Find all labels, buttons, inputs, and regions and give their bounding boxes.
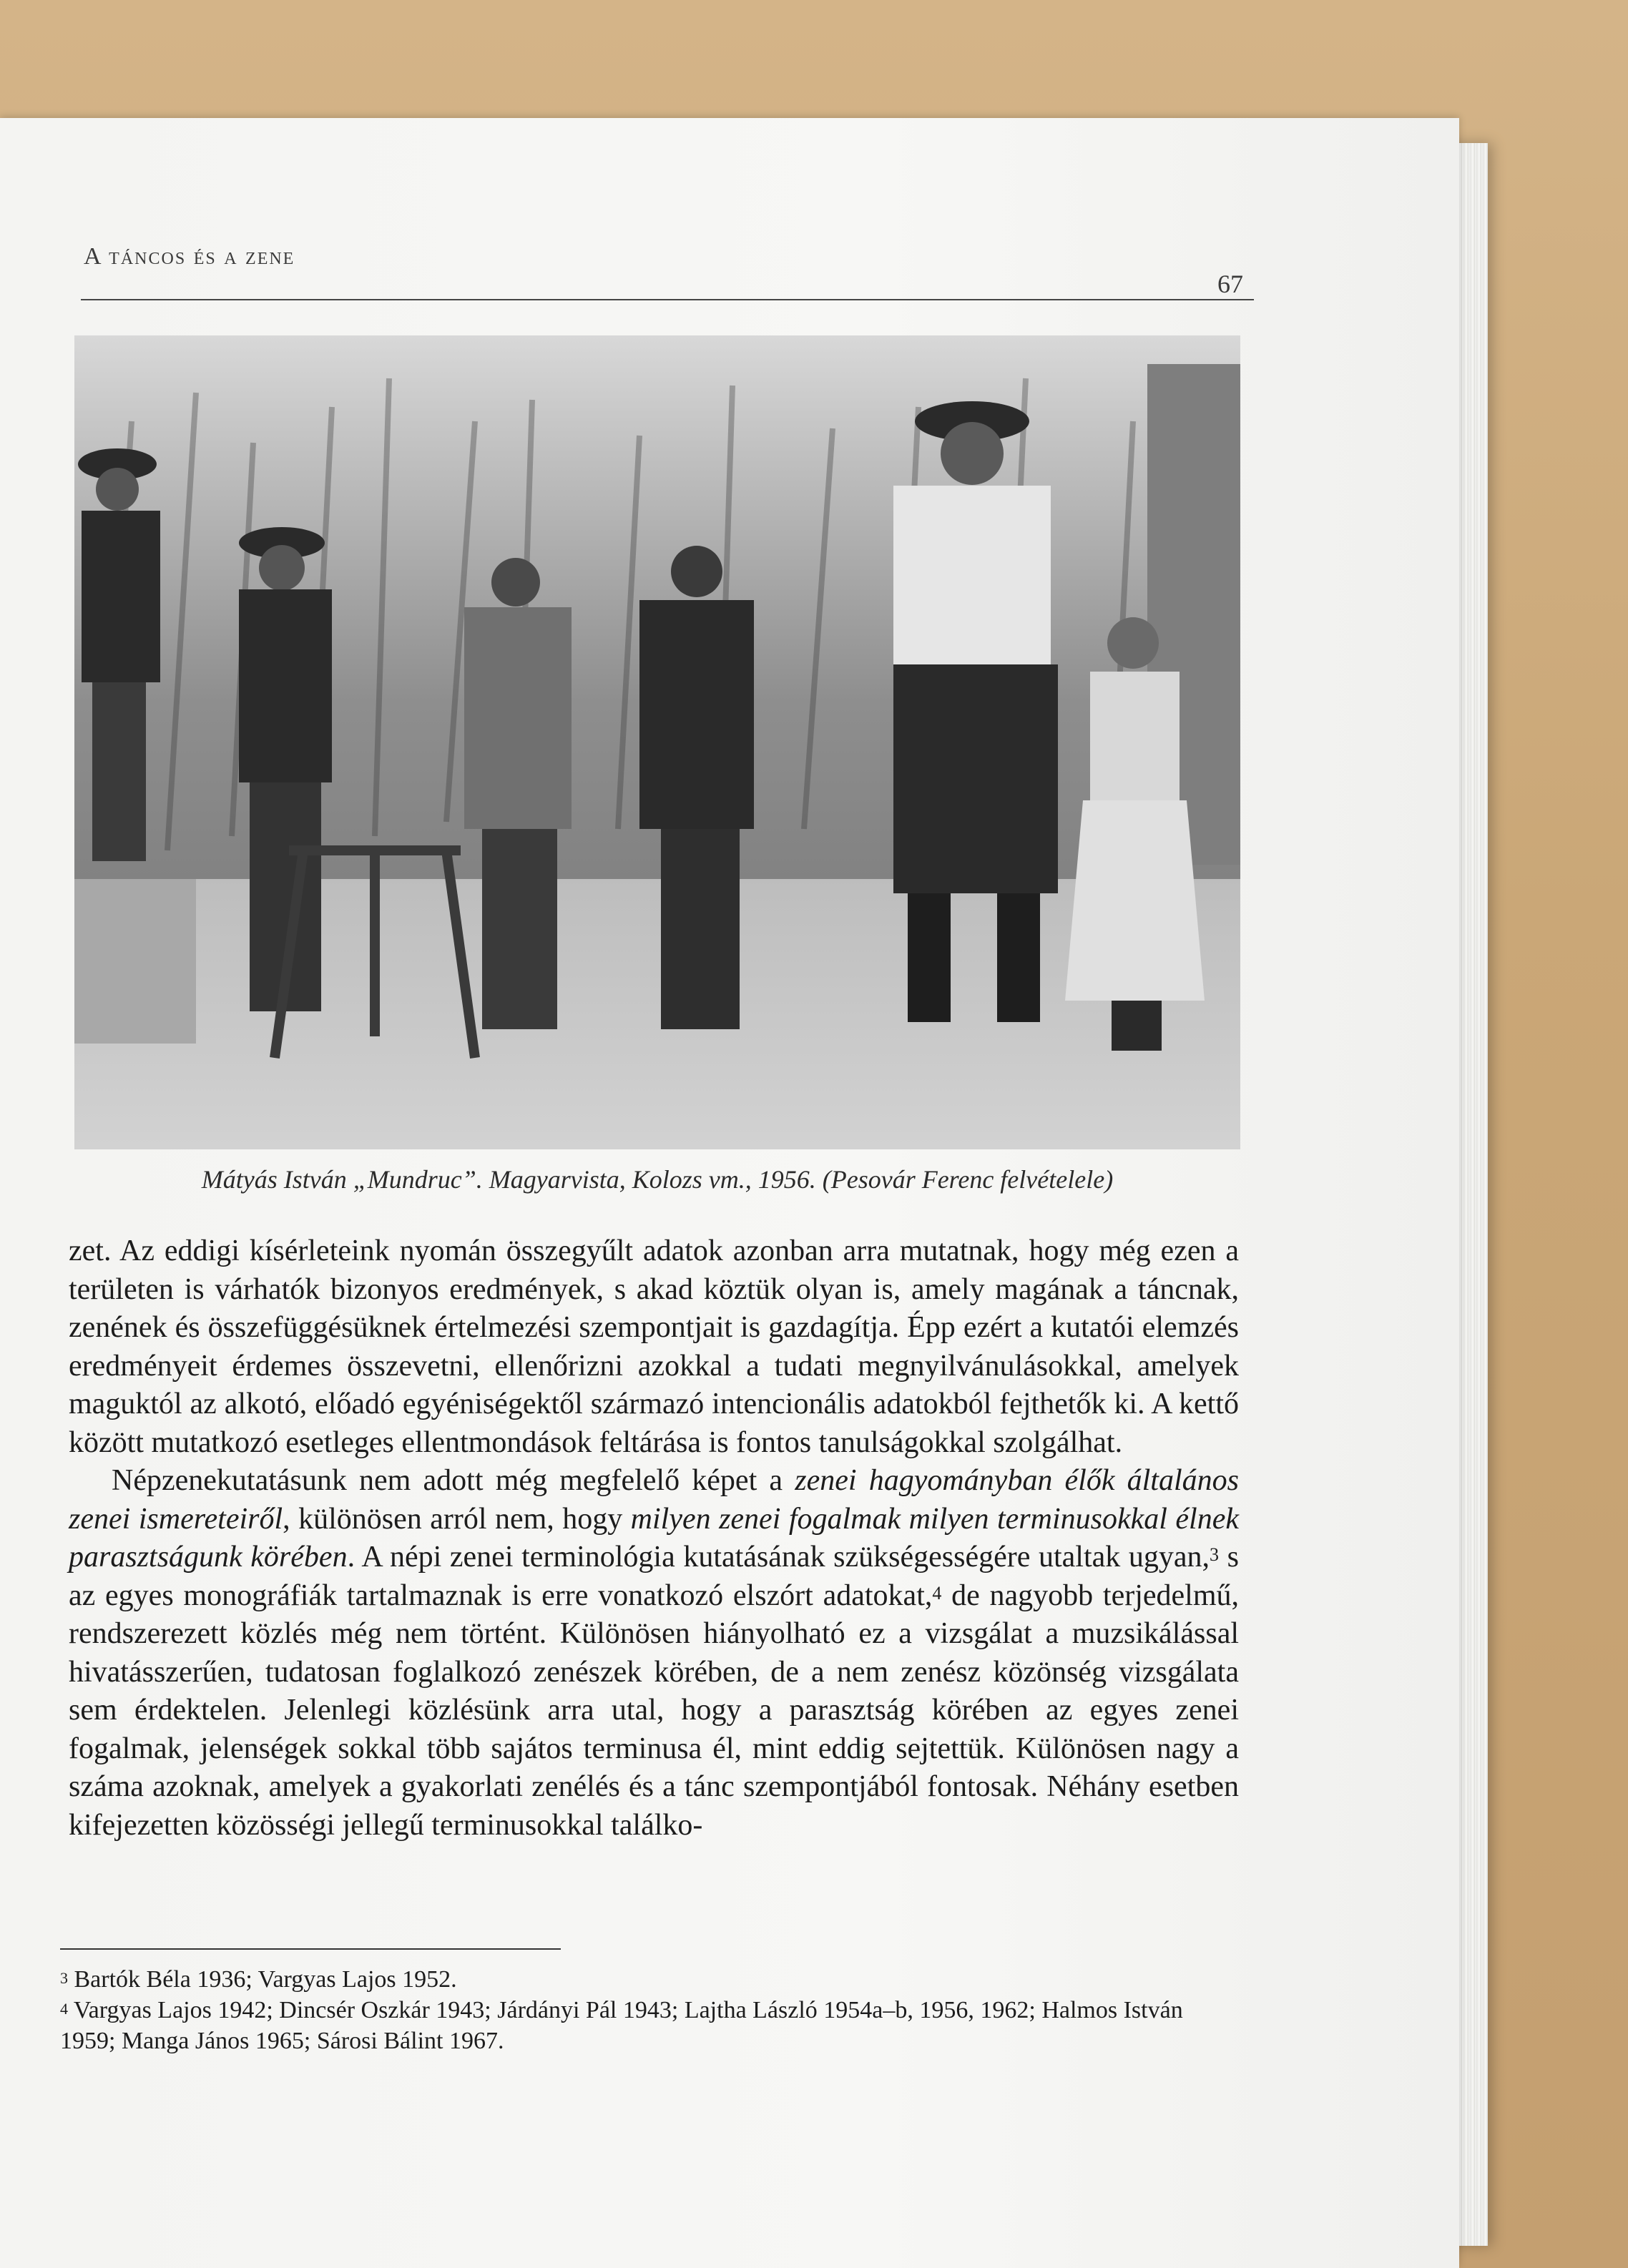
ground xyxy=(74,879,1240,1149)
page-number: 67 xyxy=(1217,270,1243,298)
running-head: A táncos és a zene xyxy=(84,243,295,270)
footnote-number: 4 xyxy=(60,2000,68,2018)
p2-italic-1: zenei hagyományban élők általános zenei ismereteiről xyxy=(69,1464,1239,1536)
footnote-ref-3: 3 xyxy=(1210,1544,1220,1565)
body-text xyxy=(69,1232,1239,1845)
footnote-4 xyxy=(60,1995,1240,2056)
photograph xyxy=(74,335,1240,1149)
footnote-ref-4: 4 xyxy=(932,1582,942,1604)
paragraph-2 xyxy=(69,1462,1239,1845)
photo-illustration xyxy=(74,335,1240,1149)
footnote-number: 3 xyxy=(60,1969,68,1987)
p2-text-d: s az egyes monográfiák tartalmaznak is erre vonatkozó elszórt adatokat, xyxy=(69,1541,1239,1612)
stone-block xyxy=(74,879,196,1044)
figure-caption: Mátyás István „Mundruc”. Magyarvista, Kolozs vm., 1956. (Pesovár Ferenc felvételele) xyxy=(201,1165,1114,1194)
footnote-3 xyxy=(60,1964,1240,1995)
footnote-text: Bartók Béla 1936; Vargyas Lajos 1952. xyxy=(74,1966,457,1993)
header-rule xyxy=(81,299,1254,300)
p2-text-b: , különösen arról nem, hogy xyxy=(283,1502,631,1536)
footnotes xyxy=(60,1964,1240,2056)
footnote-rule xyxy=(60,1948,561,1950)
paragraph-1: zet. Az eddigi kísérleteink nyomán összegyűlt adatok azonban arra mutatnak, hogy még ezen a területen is várhatók bizonyos eredmények, s akad köztük olyan is, amely magának a táncnak, zenének és összefüggésüknek értelmezési szempontjait is gazdagítja. Épp ezért a kutatói elemzés eredményeit érdemes összevetni, ellenőrizni azokkal a tudati megnyilvánulásokkal, amelyek maguktól az alkotó, előadó egyéniségektől származó intencionális adatokból fejthetők ki. A kettő között mutatkozó esetleges ellentmondások feltárása is fontos tanulságokkal szolgálhat. xyxy=(69,1234,1239,1459)
p2-text-c: . A népi zenei terminológia kutatásának szükségességére utaltak ugyan, xyxy=(347,1541,1210,1574)
footnote-text: Vargyas Lajos 1942; Dincsér Oszkár 1943; Járdányi Pál 1943; Lajtha László 1954a–b, 1956, 1962; Halmos István 1959; Manga János 1965; Sárosi Bálint 1967. xyxy=(60,1997,1183,2054)
p2-text-e: de nagyobb terjedelmű, rendszerezett közlés még nem történt. Különösen hiányolható ez a vizsgálat a muzsikálással hivatásszerűen, tudatosan foglalkozó zenészek körében, de a nem zenész közönség vizsgálata sem érdektelen. Jelenlegi közlésünk arra utal, hogy a parasztság körében az egyes zenei fogalmak, jelenségek sokkal több sajátos terminusa él, mint eddig sejtettük. Különösen nagy a száma azoknak, amelyek a gyakorlati zenélés és a tánc szempontjából fontosak. Néhány esetben kifejezetten közösségi jellegű terminusokkal találko- xyxy=(69,1579,1239,1842)
p2-italic-2: milyen zenei fogalmak milyen terminusokkal élnek parasztságunk körében xyxy=(69,1502,1239,1574)
p2-text-a: Népzenekutatásunk nem adott még megfelelő képet a xyxy=(112,1464,795,1497)
